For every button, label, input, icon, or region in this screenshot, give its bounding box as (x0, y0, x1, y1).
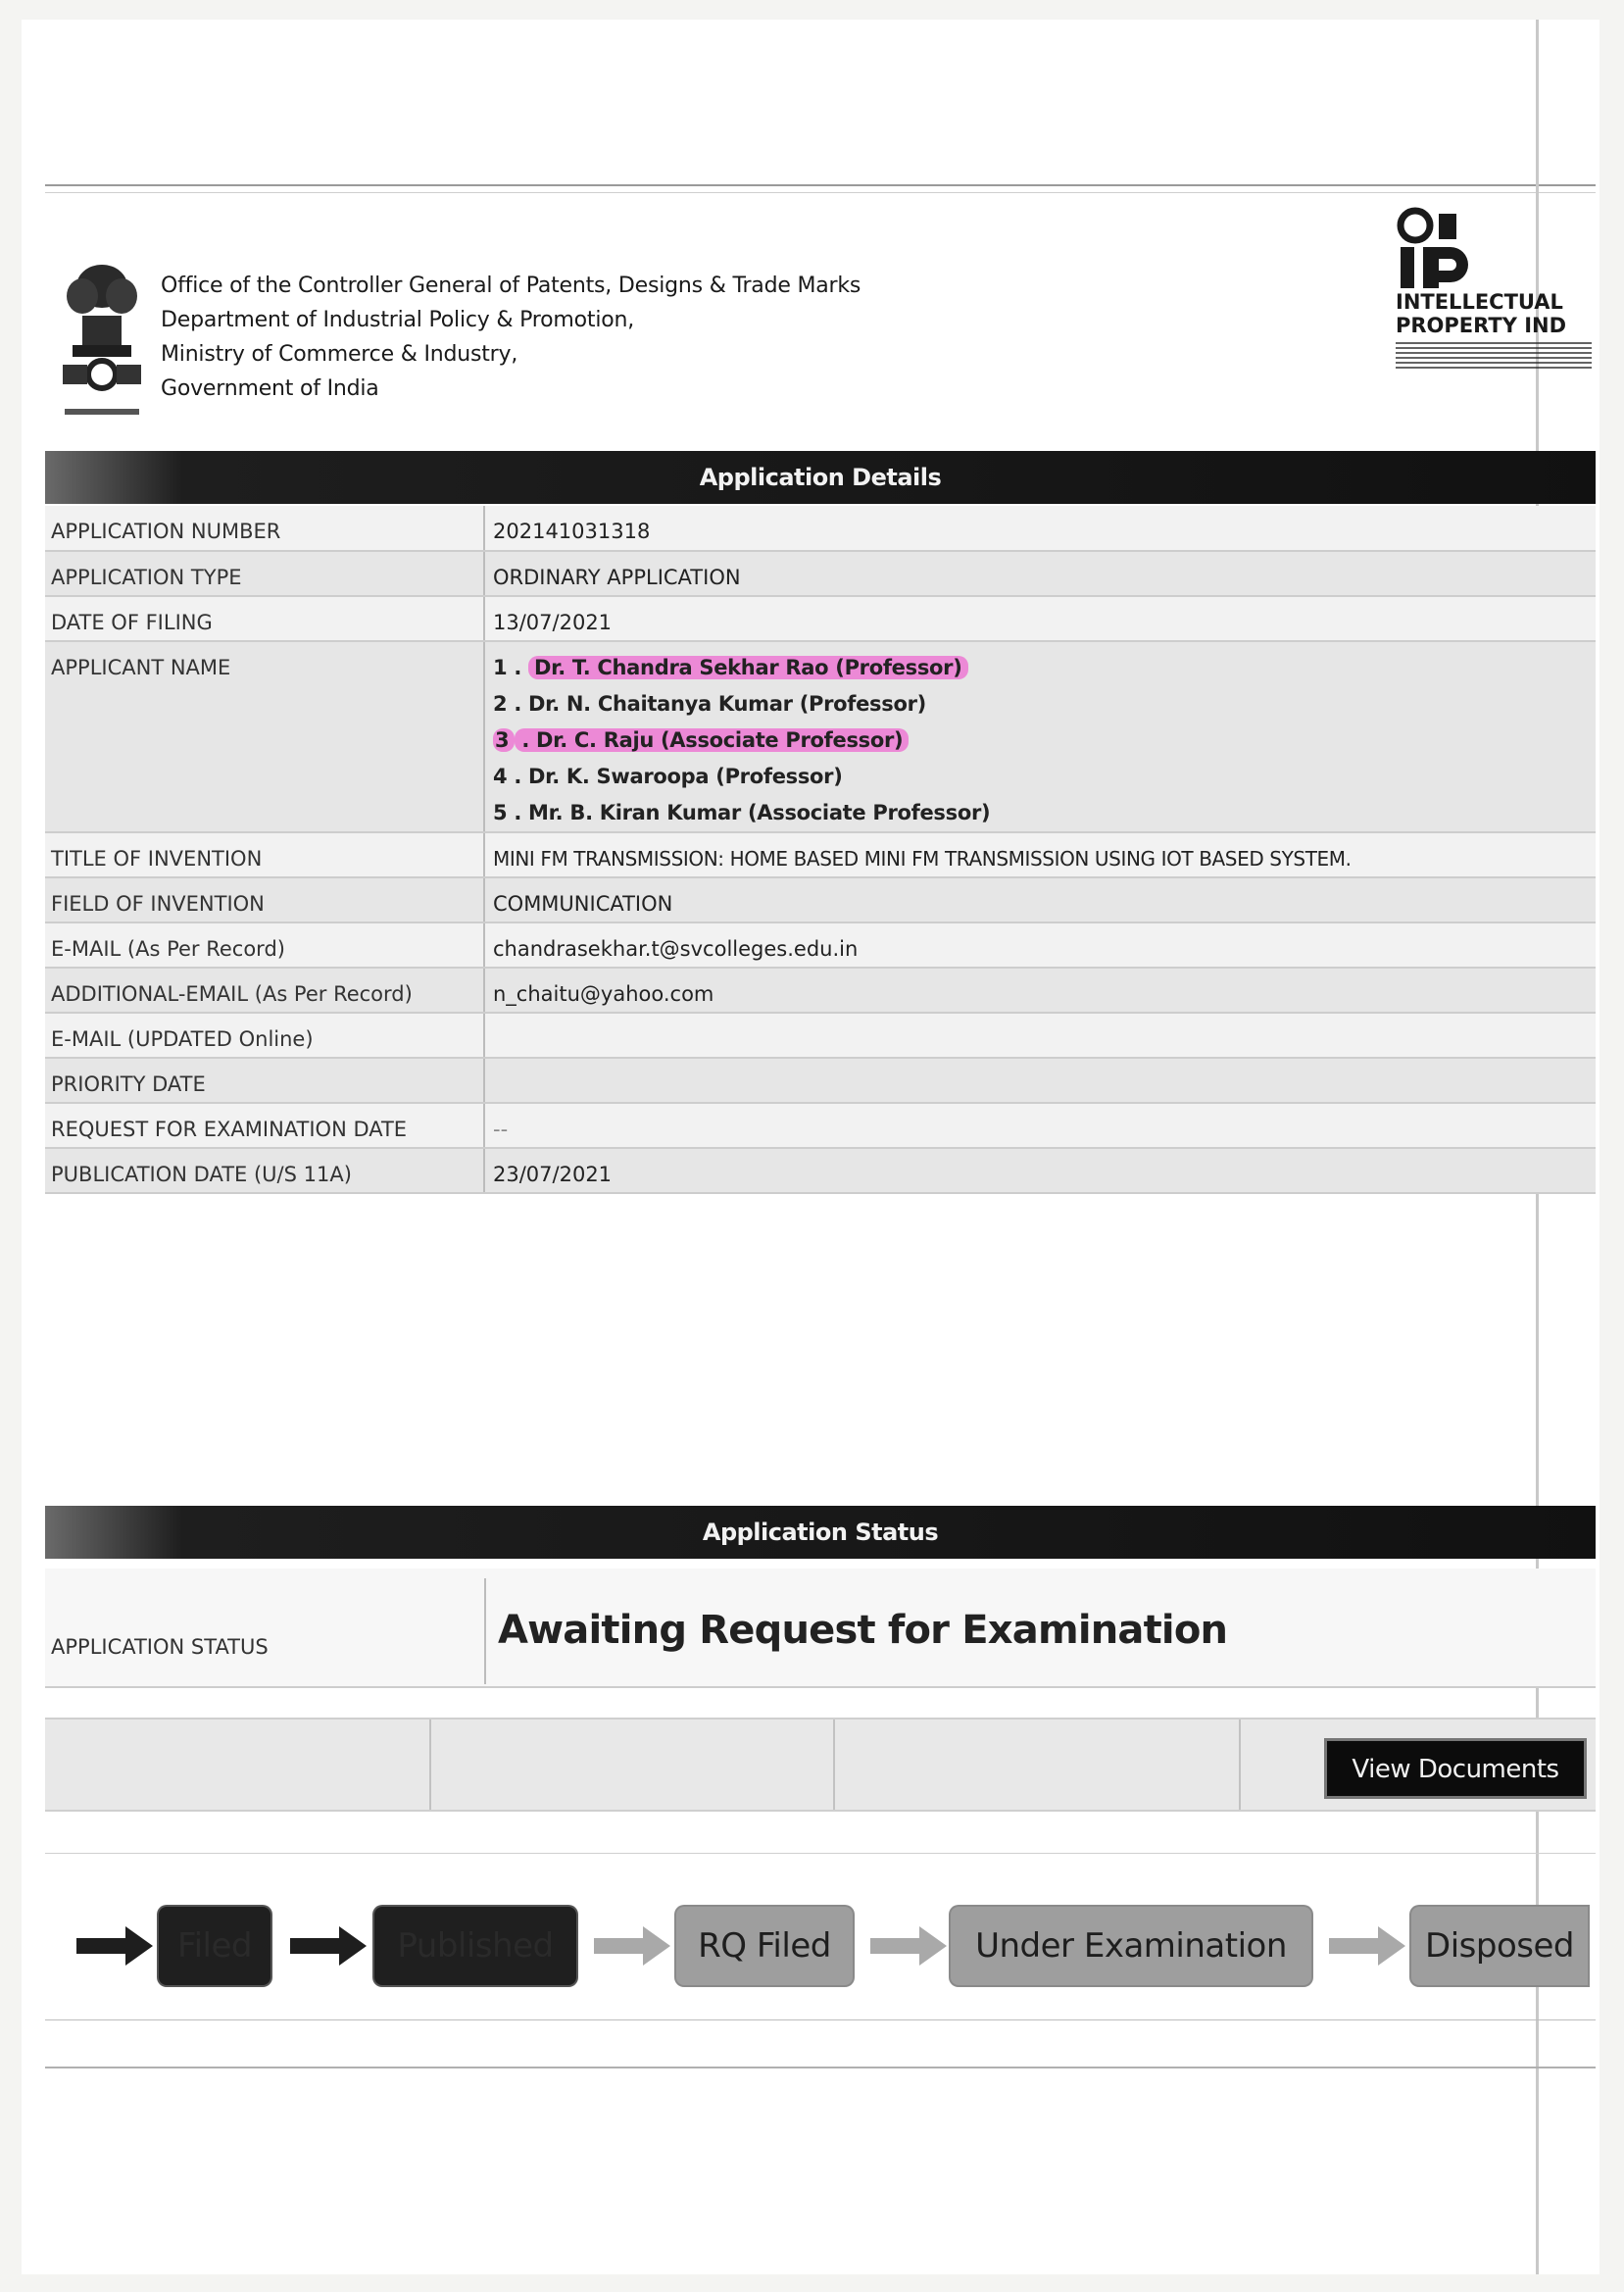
row-label: REQUEST FOR EXAMINATION DATE (45, 1103, 484, 1148)
row-label: APPLICANT NAME (45, 641, 484, 832)
stage-disposed: Disposed (1411, 1907, 1588, 1985)
row-value: COMMUNICATION (484, 877, 1596, 922)
table-row (45, 641, 1596, 832)
row-label: PRIORITY DATE (45, 1058, 484, 1103)
table-row (45, 1058, 1596, 1103)
row-value (484, 1013, 1596, 1058)
row-label: DATE OF FILING (45, 596, 484, 641)
status-value: Awaiting Request for Examination (498, 1608, 1228, 1653)
table-row (45, 877, 1596, 922)
view-documents-button[interactable]: View Documents (1327, 1741, 1584, 1796)
org-line: Government of India (161, 376, 379, 401)
arrow-right-icon (290, 1924, 369, 1968)
bottom-rule (45, 2019, 1596, 2020)
applicant-name-highlighted: Dr. T. Chandra Sekhar Rao (Professor) (528, 656, 968, 679)
section-header-application-details: Application Details (45, 451, 1596, 504)
list-item (493, 722, 1596, 759)
arrow-right-icon (594, 1924, 672, 1968)
table-row (45, 832, 1596, 877)
ip-logo-text (1396, 290, 1566, 337)
row-label: E-MAIL (UPDATED Online) (45, 1013, 484, 1058)
org-line: Ministry of Commerce & Industry, (161, 342, 518, 367)
ip-logo-word: INTELLECTUAL (1396, 290, 1563, 314)
ip-logo-mark-icon (1396, 206, 1484, 290)
row-value: 13/07/2021 (484, 596, 1596, 641)
org-line: Department of Industrial Policy & Promotion, (161, 308, 635, 332)
stage-rq-filed: RQ Filed (676, 1907, 853, 1985)
stage-published: Published (374, 1907, 576, 1985)
list-item: 5 . Mr. B. Kiran Kumar (Associate Professor) (493, 801, 991, 824)
top-rule-thin (45, 192, 1596, 193)
arrow-right-icon (76, 1924, 155, 1968)
row-label: ADDITIONAL-EMAIL (As Per Record) (45, 968, 484, 1013)
row-value: chandrasekhar.t@svcolleges.edu.in (484, 922, 1596, 968)
applicant-list (493, 650, 1596, 831)
applicant-name: Mr. B. Kiran Kumar (Associate Professor) (528, 801, 991, 824)
application-details-table (45, 506, 1596, 1194)
section-header-application-status: Application Status (45, 1506, 1596, 1559)
applicant-number: 5 (493, 801, 508, 824)
list-item: 2 . Dr. N. Chaitanya Kumar (Professor) (493, 692, 926, 716)
row-value: -- (484, 1103, 1596, 1148)
table-row (45, 1103, 1596, 1148)
table-row (45, 968, 1596, 1013)
row-value: 202141031318 (484, 506, 1596, 551)
ip-logo-word: PROPERTY IND (1396, 314, 1567, 337)
ip-india-logo (1396, 206, 1592, 382)
row-label: PUBLICATION DATE (U/S 11A) (45, 1148, 484, 1193)
row-label: TITLE OF INVENTION (45, 832, 484, 877)
ip-logo-fineprint (1396, 341, 1592, 369)
row-label: E-MAIL (As Per Record) (45, 922, 484, 968)
table-row (45, 551, 1596, 596)
issuing-office (161, 269, 861, 406)
divider (1239, 1719, 1241, 1810)
applicant-name: Dr. N. Chaitanya Kumar (Professor) (528, 692, 926, 716)
table-row (45, 1013, 1596, 1058)
top-rule (45, 184, 1596, 186)
table-row (45, 922, 1596, 968)
table-row (45, 1148, 1596, 1193)
row-value: n_chaitu@yahoo.com (484, 968, 1596, 1013)
org-line: Office of the Controller General of Patents, Designs & Trade Marks (161, 274, 861, 298)
bottom-rule (45, 2067, 1596, 2068)
progress-top-rule (45, 1853, 1596, 1854)
divider (833, 1719, 835, 1810)
applicant-number: 1 (493, 656, 508, 679)
arrow-right-icon (1329, 1924, 1407, 1968)
row-value: 23/07/2021 (484, 1148, 1596, 1193)
divider (484, 1578, 486, 1684)
applicant-list-cell (484, 641, 1596, 832)
row-value: ORDINARY APPLICATION (484, 551, 1596, 596)
row-label: APPLICATION NUMBER (45, 506, 484, 551)
applicant-number: 2 (493, 692, 508, 716)
stage-under-examination: Under Examination (951, 1907, 1311, 1985)
divider (429, 1719, 431, 1810)
row-value (484, 1058, 1596, 1103)
arrow-right-icon (870, 1924, 949, 1968)
state-emblem-icon (53, 257, 151, 428)
row-label: FIELD OF INVENTION (45, 877, 484, 922)
list-item: 4 . Dr. K. Swaroopa (Professor) (493, 765, 843, 788)
row-label: APPLICATION TYPE (45, 551, 484, 596)
documents-row (45, 1718, 1596, 1812)
list-item: 1 . Dr. T. Chandra Sekhar Rao (Professor) (493, 650, 1596, 686)
applicant-number: 4 (493, 765, 508, 788)
applicant-name-highlighted: . Dr. C. Raju (Associate Professor) (515, 728, 909, 752)
status-label: APPLICATION STATUS (51, 1635, 269, 1659)
application-status-row (45, 1569, 1596, 1688)
table-row (45, 506, 1596, 551)
applicant-name: Dr. K. Swaroopa (Professor) (528, 765, 843, 788)
row-value: MINI FM TRANSMISSION: HOME BASED MINI FM TRANSMISSION USING IOT BASED SYSTEM. (484, 832, 1596, 877)
table-row (45, 596, 1596, 641)
stage-filed: Filed (159, 1907, 271, 1985)
applicant-number: 3 (493, 728, 515, 752)
applicant-name: Dr. C. Raju (Associate Professor) (536, 728, 904, 752)
